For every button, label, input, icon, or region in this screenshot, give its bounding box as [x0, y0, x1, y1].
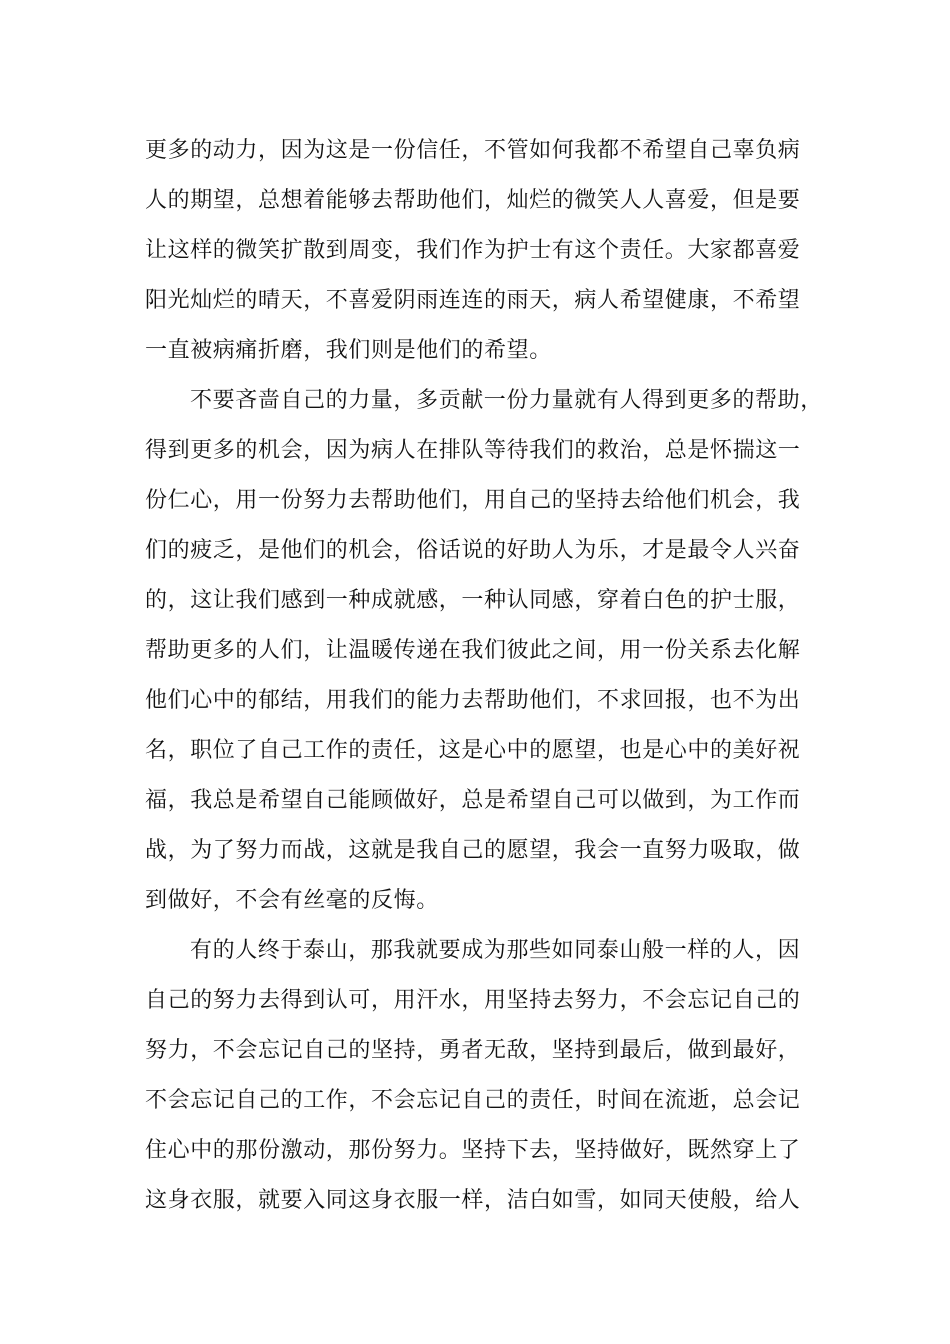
paragraph-first-line: 不要吝啬自己的力量，多贡献一份力量就有人得到更多的帮助，	[190, 388, 823, 413]
text-line: 一直被病痛折磨，我们则是他们的希望。	[145, 338, 552, 363]
text-line: 名，职位了自己工作的责任，这是心中的愿望，也是心中的美好祝	[145, 738, 801, 763]
text-line: 让这样的微笑扩散到周变，我们作为护士有这个责任。大家都喜爱	[145, 238, 801, 263]
text-line: 住心中的那份激动，那份努力。坚持下去，坚持做好，既然穿上了	[145, 1138, 801, 1163]
text-line: 阳光灿烂的晴天，不喜爱阴雨连连的雨天，病人希望健康，不希望	[145, 288, 801, 313]
text-line: 他们心中的郁结，用我们的能力去帮助他们，不求回报，也不为出	[145, 688, 801, 713]
text-line: 们的疲乏，是他们的机会，俗话说的好助人为乐，才是最令人兴奋	[145, 538, 801, 563]
text-line: 帮助更多的人们，让温暖传递在我们彼此之间，用一份关系去化解	[145, 638, 801, 663]
paragraph-first-line: 有的人终于泰山，那我就要成为那些如同泰山般一样的人，因	[190, 938, 801, 963]
text-line: 战，为了努力而战，这就是我自己的愿望，我会一直努力吸取，做	[145, 838, 801, 863]
text-line: 份仁心，用一份努力去帮助他们，用自己的坚持去给他们机会，我	[145, 488, 801, 513]
text-line: 得到更多的机会，因为病人在排队等待我们的救治，总是怀揣这一	[145, 438, 801, 463]
text-line: 努力，不会忘记自己的坚持，勇者无敌，坚持到最后，做到最好，	[145, 1038, 801, 1063]
text-line: 这身衣服，就要入同这身衣服一样，洁白如雪，如同天使般，给人	[145, 1188, 801, 1213]
text-line: 到做好，不会有丝毫的反悔。	[145, 888, 439, 913]
text-line: 更多的动力，因为这是一份信任，不管如何我都不希望自己辜负病	[145, 138, 801, 163]
text-line: 的，这让我们感到一种成就感，一种认同感，穿着白色的护士服，	[145, 588, 801, 613]
text-line: 人的期望，总想着能够去帮助他们，灿烂的微笑人人喜爱，但是要	[145, 188, 801, 213]
text-line: 福，我总是希望自己能顾做好，总是希望自己可以做到，为工作而	[145, 788, 801, 813]
text-line: 不会忘记自己的工作，不会忘记自己的责任，时间在流逝，总会记	[145, 1088, 801, 1113]
text-line: 自己的努力去得到认可，用汗水，用坚持去努力，不会忘记自己的	[145, 988, 801, 1013]
